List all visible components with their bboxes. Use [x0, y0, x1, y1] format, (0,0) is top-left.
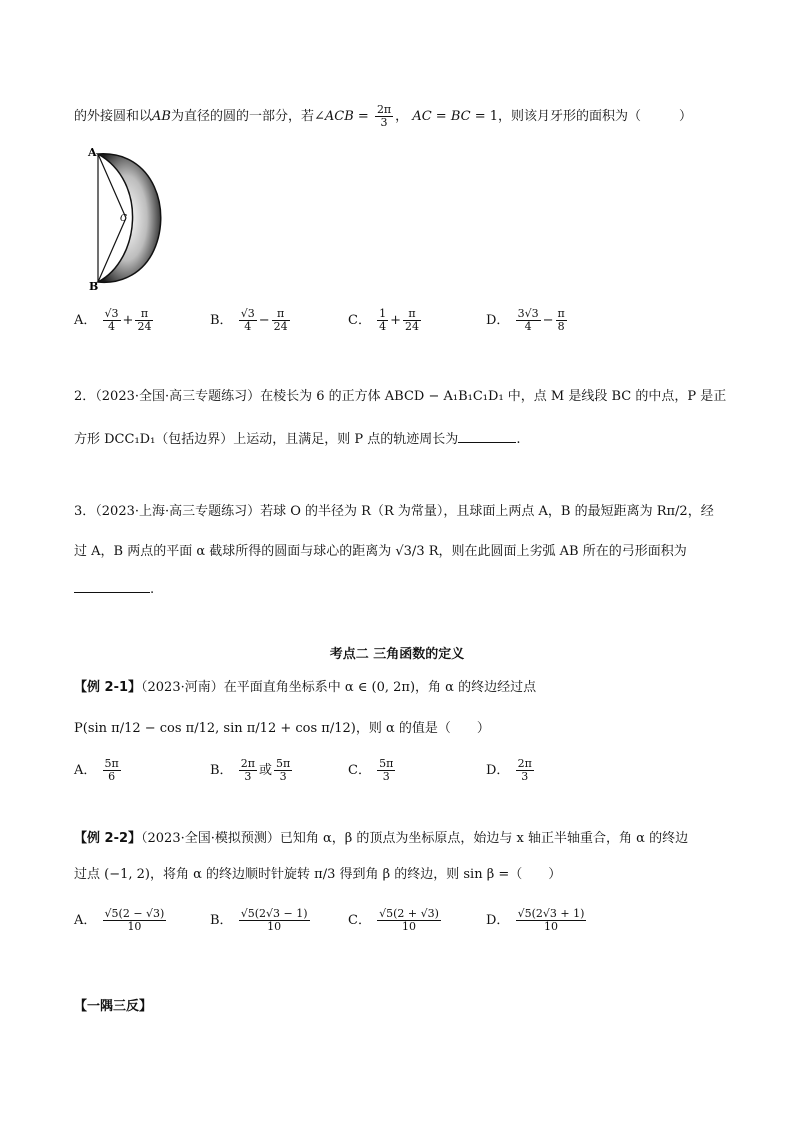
fraction: $\frac{2\pi}{3}$	[376, 103, 392, 129]
ex22-line2: 过点 (−1, 2)，将角 α 的终边顺时针旋转 π/3 得到角 β 的终边，则 sin β =（ ）	[74, 867, 562, 882]
q1-choice-d[interactable]: D． $\frac{3√3}{4}$ − $\frac{\pi}{8}$	[486, 307, 565, 333]
ex21-choice-b[interactable]: B． $\frac{2\pi}{3}$ 或 $\frac{5\pi}{3}$	[210, 757, 291, 783]
ex22-choice-d[interactable]: D． $\frac{√5(2√3 + 1)}{10}$	[486, 907, 585, 933]
choice-label: A．	[74, 913, 97, 928]
choice-label: D．	[486, 313, 510, 328]
answer-blank[interactable]	[74, 580, 150, 593]
ex22-line1	[74, 830, 688, 848]
q1-stem: 的外接圆和以AB为直径的圆的一部分，若∠ACB = $\frac{2\pi}{3}$ ， AC = BC = 1，则该月牙形的面积为（ ）	[74, 103, 693, 129]
ex22-choice-b[interactable]: B． $\frac{√5(2√3 - 1)}{10}$	[210, 907, 308, 933]
q3-line3: .	[74, 580, 154, 599]
choice-label: D．	[486, 913, 510, 928]
q1-choice-c[interactable]: C． $\frac{1}{4}$ + $\frac{\pi}{24}$	[348, 307, 419, 333]
ex22-choices	[74, 908, 734, 944]
answer-blank[interactable]	[458, 430, 516, 443]
ex21-line1-text: （2023·河南）在平面直角坐标系中 α ∈ (0, 2π)，角 α 的终边经过点	[141, 680, 537, 695]
q2-line2-text: 方形 DCC₁D₁（包括边界）上运动，且满足，则 P 点的轨迹周长为	[74, 432, 459, 447]
choice-label: A．	[74, 763, 97, 778]
q1-choice-b[interactable]: B． $\frac{√3}{4}$ − $\frac{\pi}{24}$	[210, 307, 288, 333]
example-tag: 【例 2-1】	[74, 680, 142, 695]
ex21-line1	[74, 679, 536, 697]
ex22-line1-text: （2023·全国·模拟预测）已知角 α，β 的顶点为坐标原点，始边与 x 轴正半轴重合，角 α 的终边	[141, 831, 689, 846]
label-a: A	[88, 146, 97, 159]
ex21-choice-a[interactable]: A． $\frac{5\pi}{6}$	[74, 757, 119, 783]
crescent-figure	[82, 142, 192, 292]
ex21-choice-d[interactable]: D． $\frac{2\pi}{3}$	[486, 757, 532, 783]
choice-label: A．	[74, 313, 97, 328]
label-c: C	[120, 214, 127, 224]
example-tag: 【例 2-2】	[74, 831, 142, 846]
choice-label: C．	[348, 313, 371, 328]
choice-label: C．	[348, 763, 371, 778]
choice-label: B．	[210, 313, 233, 328]
q1-choice-a[interactable]: A． $\frac{√3}{4}$ + $\frac{\pi}{24}$	[74, 307, 152, 333]
q2-line1: 2．（2023·全国·高三专题练习）在棱长为 6 的正方体 ABCD − A₁B₁C₁D₁ 中，点 M 是线段 BC 的中点，P 是正	[74, 389, 727, 404]
choice-label: D．	[486, 763, 510, 778]
label-b: B	[89, 280, 99, 292]
ex22-choice-a[interactable]: A． $\frac{√5(2 - √3)}{10}$	[74, 907, 165, 933]
q3-line2: 过 A，B 两点的平面 α 截球所得的圆面与球心的距离为 √3/3 R，则在此圆面上劣弧 AB 所在的弓形面积为	[74, 544, 687, 559]
choice-label: B．	[210, 763, 233, 778]
ex21-choices	[74, 758, 734, 794]
section-title: 考点二 三角函数的定义	[329, 647, 465, 662]
crescent-shape	[98, 154, 161, 282]
q2-line2: 方形 DCC₁D₁（包括边界）上运动，且满足，则 P 点的轨迹周长为 .	[74, 432, 521, 447]
choice-label: C．	[348, 913, 371, 928]
ex21-choice-c[interactable]: C． $\frac{5\pi}{3}$	[348, 757, 394, 783]
q1-choices	[74, 308, 734, 344]
practice-title: 【一隅三反】	[74, 999, 153, 1014]
choice-label: B．	[210, 913, 233, 928]
q3-line1: 3．（2023·上海·高三专题练习）若球 O 的半径为 R（R 为常量），且球面上两点 A，B 的最短距离为 Rπ/2，经	[74, 504, 714, 519]
ex22-choice-c[interactable]: C． $\frac{√5(2 + √3)}{10}$	[348, 907, 439, 933]
ex21-line2: P(sin π/12 − cos π/12, sin π/12 + cos π/12)，则 α 的值是（ ）	[74, 721, 490, 736]
